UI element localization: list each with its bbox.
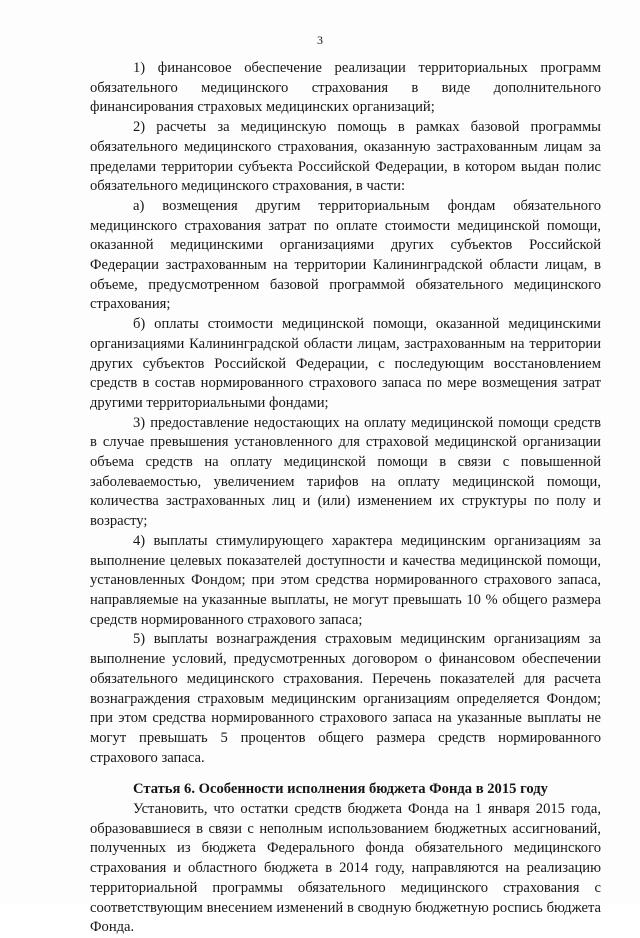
paragraph-item-2: 2) расчеты за медицинскую помощь в рамках базовой программы обязательного медицинского страхования, оказанную застрахованным лицам за пределами территории субъекта Российской Федерации, в котором выдан полис обязательного медицинского страхования, в части: <box>90 119 601 195</box>
paragraph-subitem-b: б) оплаты стоимости медицинской помощи, оказанной медицинскими организациями Калининградской области лицам, застрахованным на территории других субъектов Российской Федерации, с последующим восстановлением средств в состав нормированного страхового запаса по мере возмещения затрат другими территориальными фондами; <box>90 316 601 411</box>
paragraph-item-3: 3) предоставление недостающих на оплату медицинской помощи средств в случае превышения установленного для страховой медицинской организации объема средств на оплату медицинской помощи в связи с повышенной заболеваемостью, увеличением тарифов на оплату медицинской помощи, количества застрахованных лиц и (или) изменением их структуры по полу и возрасту; <box>90 414 601 530</box>
article-body: Установить, что остатки средств бюджета Фонда на 1 января 2015 года, образовавшиеся в связи с неполным использованием бюджетных ассигнований, полученных из бюджета Федерального фонда обязательного медицинского страхования и областного бюджета в 2014 году, направляются на реализацию территориальной программы обязательного медицинского страхования с соответствующим внесением изменений в сводную бюджетную роспись бюджета Фонда. <box>90 801 601 936</box>
paragraph-item-4: 4) выплаты стимулирующего характера медицинским организациям за выполнение целевых показателей доступности и качества медицинской помощи, установленных Фондом; при этом средства нормированного страхового запаса, направляемые на указанные выплаты, не могут превышать 10 % общего размера средств нормированного страхового запаса; <box>90 532 601 628</box>
paragraph-subitem-a: а) возмещения другим территориальным фондам обязательного медицинского страхования затрат по оплате стоимости медицинской помощи, оказанной медицинскими организациями других субъектов Российской Федерации застрахованным на территории Калининградской области лицам, в объеме, предусмотренном базовой программой обязательного медицинского страхования; <box>90 197 601 313</box>
document-body <box>90 59 601 938</box>
page-number: 3 <box>317 33 323 47</box>
article-heading: Статья 6. Особенности исполнения бюджета Фонда в 2015 году <box>133 781 548 798</box>
paragraph-item-5: 5) выплаты вознаграждения страховым медицинским организациям за выполнение условий, предусмотренных договором о финансовом обеспечении обязательного медицинского страхования. Перечень показателей для расчета вознаграждения страховым медицинским организациям определяется Фондом; при этом средства нормированного страхового запаса на указанные выплаты не могут превышать 5 процентов общего размера средств нормированного страхового запаса. <box>90 631 601 766</box>
paragraph-item-1: 1) финансовое обеспечение реализации территориальных программ обязательного медицинского страхования в виде дополнительного финансирования страховых медицинских организаций; <box>90 60 601 116</box>
